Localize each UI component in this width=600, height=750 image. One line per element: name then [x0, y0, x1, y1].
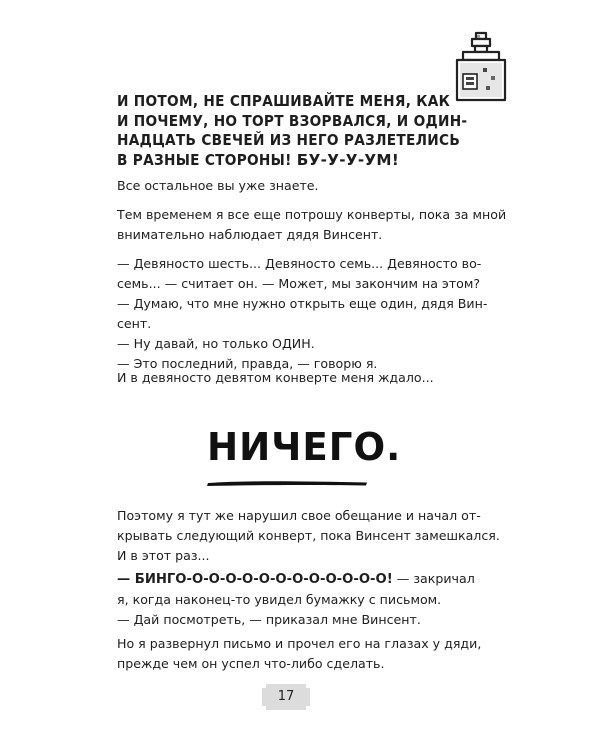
- intro-heading: [117, 92, 467, 170]
- headline-nothing: НИЧЕГО.: [206, 425, 402, 469]
- text-line: Все остальное вы уже знаете.: [117, 178, 319, 193]
- text-line: — Дай посмотреть, — приказал мне Винсент.: [117, 612, 421, 627]
- text-line: сент.: [117, 316, 152, 331]
- text-line: И в девяносто девятом конверте меня ждало...: [117, 370, 434, 385]
- text-line: прежде чем он успел что-либо сделать.: [117, 656, 385, 671]
- bingo-shout: БИНГО-О-О-О-О-О-О-О-О-О-О-О-О!: [134, 572, 393, 587]
- brush-underline: [205, 478, 370, 488]
- page-number: 17: [277, 689, 295, 704]
- dialogue-paragraph: [117, 254, 487, 374]
- boom-exclamation: БУ-У-У-УМ!: [296, 150, 400, 169]
- text-line: — Думаю, что мне нужно открыть еще один, дядя Вин-: [117, 296, 488, 311]
- text-line: Но я развернул письмо и прочел его на глазах у дяди,: [117, 636, 482, 651]
- intro-line: И ПОТОМ, НЕ СПРАШИВАЙТЕ МЕНЯ, КАК: [117, 92, 451, 110]
- text-fragment: — закричал: [392, 571, 475, 586]
- text-line: крывать следующий конверт, пока Винсент замешкался.: [117, 528, 500, 543]
- intro-line: НАДЦАТЬ СВЕЧЕЙ ИЗ НЕГО РАЗЛЕТЕЛИСЬ: [117, 131, 461, 149]
- intro-line: В РАЗНЫЕ СТОРОНЫ!: [117, 150, 297, 169]
- paragraph: [117, 634, 487, 674]
- paragraph: [117, 506, 500, 566]
- paragraph: [117, 205, 507, 245]
- paragraph: [117, 368, 487, 388]
- text-line: И в этот раз...: [117, 548, 210, 563]
- dialogue-paragraph: [117, 569, 487, 630]
- intro-line-last: [117, 151, 467, 171]
- paragraph: [117, 176, 487, 196]
- text-line: — Ну давай, но только ОДИН.: [117, 336, 315, 351]
- intro-line: И ПОЧЕМУ, НО ТОРТ ВЗОРВАЛСЯ, И ОДИН-: [117, 111, 468, 130]
- text-line: Поэтому я тут же нарушил свое обещание и начал от-: [117, 508, 481, 523]
- text-line: внимательно наблюдает дядя Винсент.: [117, 227, 383, 242]
- text-line: Тем временем я все еще потрошу конверты, пока за мной: [117, 207, 507, 222]
- text-line: — Это последний, правда, — говорю я.: [117, 356, 378, 371]
- text-line: — Девяносто шесть... Девяносто семь... Девяносто во-: [117, 256, 482, 271]
- text-line: я, когда наконец-то увидел бумажку с письмом.: [117, 592, 442, 607]
- text-line: семь... — считает он. — Может, мы закончим на этом?: [117, 276, 481, 291]
- dash: —: [117, 572, 135, 587]
- bingo-line: [117, 569, 487, 590]
